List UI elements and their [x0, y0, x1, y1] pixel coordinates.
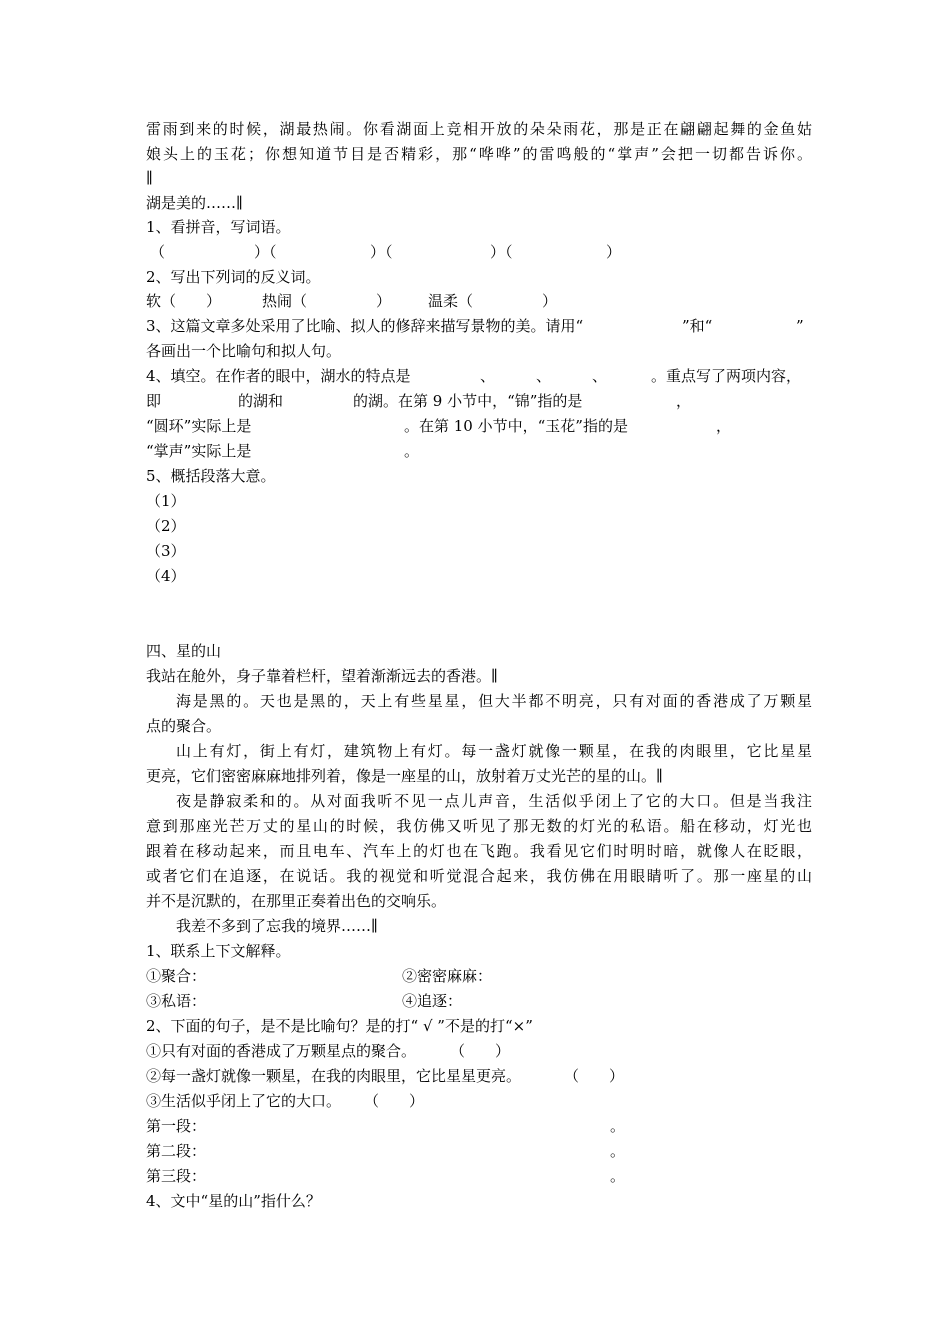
q4-text: 的湖。在第 9 小节中，“锦”指的是 — [353, 392, 583, 410]
judge-text: ②每一盏灯就像一颗星，在我的肉眼里，它比星星更亮。 — [146, 1067, 522, 1085]
blank-paren: （ — [150, 243, 166, 261]
blank-paren: ） — [606, 243, 622, 261]
passage-line: 我站在舱外，身子靠着栏杆，望着渐渐远去的香港。∥ — [146, 667, 498, 685]
q4-text: 、 — [592, 367, 608, 385]
pinyin-blank-row — [146, 240, 812, 264]
judge-paren: （ ） — [450, 1042, 511, 1060]
passage-line: 我差不多到了忘我的境界……∥ — [176, 917, 378, 935]
passage-line: 山上有灯，街上有灯，建筑物上有灯。每一盏灯就像一颗星，在我的肉眼里，它比星星 — [176, 742, 812, 760]
summary-item: （1） — [146, 492, 186, 510]
judge-text: ③生活似乎闭上了它的大口。 — [146, 1092, 342, 1110]
blank-paren: ）（ — [370, 243, 393, 261]
q4-text: 4、填空。在作者的眼中，湖水的特点是 — [146, 367, 411, 385]
q4-text: 即 — [146, 392, 162, 410]
question-line: 各画出一个比喻句和拟人句。 — [146, 342, 342, 360]
q4-text: “掌声”实际上是 — [146, 442, 252, 460]
passage-line: 点的聚合。 — [146, 717, 222, 735]
antonym-close: ） — [542, 292, 558, 310]
segment-row — [146, 1114, 812, 1138]
question-line — [146, 314, 812, 338]
summary-item: （2） — [146, 517, 186, 535]
q4-text: ， — [676, 392, 692, 410]
q3-text: ”和“ — [682, 317, 713, 335]
q4-text: 。 — [404, 442, 420, 460]
antonym-close: ） — [206, 292, 222, 310]
passage-line: 更亮，它们密密麻麻地排列着，像是一座星的山，放射着万丈光芒的星的山。∥ — [146, 767, 663, 785]
passage-line: 娘头上的玉花；你想知道节目是否精彩，那“哗哗”的雷鸣般的“掌声”会把一切都告诉你。 — [146, 145, 812, 163]
q4-text: 、 — [536, 367, 552, 385]
passage-line: 海是黑的。天也是黑的，天上有些星星，但大半都不明亮，只有对面的香港成了万颗星 — [176, 692, 812, 710]
passage-line: 雷雨到来的时候，湖最热闹。你看湖面上竞相开放的朵朵雨花，那是正在翩翩起舞的金鱼姑 — [146, 120, 812, 138]
explain-item: ④追逐： — [402, 992, 463, 1010]
segment-label: 第一段： — [146, 1117, 207, 1135]
summary-item: （3） — [146, 542, 186, 560]
judge-text: ①只有对面的香港成了万颗星点的聚合。 — [146, 1042, 417, 1060]
judge-item — [146, 1039, 812, 1063]
question-title: 1、联系上下文解释。 — [146, 942, 291, 960]
antonym-item: 软（ — [146, 292, 177, 310]
segment-row — [146, 1139, 812, 1163]
section-heading: 四、星的山 — [146, 642, 222, 660]
blank-paren: ）（ — [254, 243, 277, 261]
passage-line: ∥ — [146, 169, 153, 187]
question-title: 2、下面的句子，是不是比喻句？是的打“ √ ”不是的打“×” — [146, 1017, 533, 1035]
segment-row — [146, 1164, 812, 1188]
passage-line: 或者它们在追逐，在说话。我的视觉和听觉混合起来，我仿佛在用眼睛听了。那一座星的山 — [146, 867, 812, 885]
q4-text: 、 — [480, 367, 496, 385]
question-line — [146, 364, 812, 388]
q4-text: “圆环”实际上是 — [146, 417, 252, 435]
antonym-row — [146, 289, 812, 313]
explain-item: ③私语： — [146, 992, 207, 1010]
explain-item: ②密密麻麻： — [402, 967, 493, 985]
explain-row — [146, 989, 812, 1013]
explain-row — [146, 964, 812, 988]
judge-item — [146, 1064, 812, 1088]
antonym-item: 热闹（ — [262, 292, 308, 310]
passage-line: 跟着在移动起来，而且电车、汽车上的灯也在飞跑。我看见它们时明时暗，就像人在眨眼， — [146, 842, 812, 860]
passage-line: 夜是静寂柔和的。从对面我听不见一点儿声音，生活似乎闭上了它的大口。但是当我注 — [176, 792, 812, 810]
q4-text: 。重点写了两项内容， — [651, 367, 802, 385]
segment-label: 第三段： — [146, 1167, 207, 1185]
segment-end: 。 — [610, 1117, 626, 1135]
judge-paren: （ ） — [564, 1067, 625, 1085]
q3-text: 3、这篇文章多处采用了比喻、拟人的修辞来描写景物的美。请用“ — [146, 317, 584, 335]
segment-label: 第二段： — [146, 1142, 207, 1160]
q4-text: ， — [716, 417, 732, 435]
question-line — [146, 389, 812, 413]
q4-text: 。在第 10 小节中，“玉花”指的是 — [404, 417, 628, 435]
question-line — [146, 414, 812, 438]
passage-line: 意到那座光芒万丈的星山的时候，我仿佛又听见了那无数的灯光的私语。船在移动，灯光也 — [146, 817, 812, 835]
question-title: 2、写出下列词的反义词。 — [146, 268, 321, 286]
passage-line: 湖是美的……∥ — [146, 194, 243, 212]
question-title: 1、看拼音，写词语。 — [146, 218, 291, 236]
question-title: 5、概括段落大意。 — [146, 467, 276, 485]
q3-text: ” — [796, 317, 804, 335]
judge-paren: （ ） — [364, 1092, 425, 1110]
question-title: 4、文中“星的山”指什么？ — [146, 1192, 321, 1210]
blank-paren: ）（ — [490, 243, 513, 261]
segment-end: 。 — [610, 1167, 626, 1185]
q4-text: 的湖和 — [238, 392, 284, 410]
explain-item: ①聚合： — [146, 967, 207, 985]
judge-item — [146, 1089, 812, 1113]
antonym-close: ） — [376, 292, 392, 310]
passage-line: 并不是沉默的，在那里正奏着出色的交响乐。 — [146, 892, 447, 910]
question-line — [146, 439, 812, 463]
segment-end: 。 — [610, 1142, 626, 1160]
summary-item: （4） — [146, 567, 186, 585]
antonym-item: 温柔（ — [428, 292, 474, 310]
